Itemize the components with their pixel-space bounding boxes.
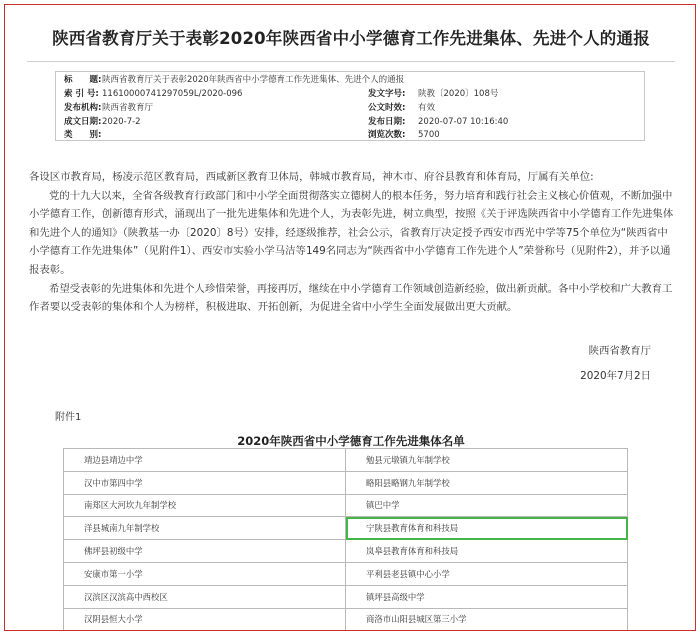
table-cell: 安康市第一小学 bbox=[64, 562, 346, 585]
meta-label: 发布机构: bbox=[64, 103, 102, 113]
table-row bbox=[64, 562, 628, 585]
table-cell: 靖边县靖边中学 bbox=[64, 449, 346, 472]
meta-label: 发文字号: bbox=[368, 89, 406, 99]
table-cell: 汉阴县恒大小学 bbox=[64, 608, 346, 631]
title-divider bbox=[27, 61, 675, 62]
table-cell: 南郑区大河坎九年制学校 bbox=[64, 494, 346, 517]
table-cell: 略阳县略钢九年制学校 bbox=[346, 471, 628, 494]
meta-value: 5700 bbox=[418, 130, 440, 140]
table-cell: 汉中市第四中学 bbox=[64, 471, 346, 494]
page-title: 陕西省教育厅关于表彰2020年陕西省中小学德育工作先进集体、先进个人的通报 bbox=[52, 29, 650, 48]
meta-row-title bbox=[56, 74, 644, 86]
notice-body bbox=[29, 168, 677, 317]
signature-org: 陕西省教育厅 bbox=[588, 345, 651, 357]
award-table bbox=[63, 448, 628, 631]
document-frame bbox=[4, 4, 696, 631]
table-row bbox=[64, 517, 628, 540]
meta-value: 陕西省教育厅 bbox=[102, 103, 154, 113]
meta-label: 发布日期: bbox=[368, 117, 406, 127]
table-cell: 岚皋县教育体育和科技局 bbox=[346, 540, 628, 563]
meta-row-index bbox=[56, 88, 644, 100]
meta-row-category bbox=[56, 129, 644, 141]
table-title: 2020年陕西省中小学德育工作先进集体名单 bbox=[237, 434, 465, 448]
table-row bbox=[64, 585, 628, 608]
metadata-box bbox=[55, 71, 645, 141]
table-row bbox=[64, 540, 628, 563]
meta-label: 索 引 号: bbox=[64, 89, 99, 99]
paragraph-main: 党的十九大以来，全省各级教育行政部门和中小学全面贯彻落实立德树人的根本任务，努力培育和践行社会主义核心价值观，不断加强中小学德育工作，创新德育形式，涌现出了一批先进集体和先进个人，为表彰先进，树立典型，按照《关于评选陕西省中小学德育工作先进集体和先进个人的通知》（陕教基一办〔2020〕8号）安排，经逐级推荐，社会公示，省教育厅决定授予西安市西光中学等75个单位为“陕西省中小学德育工作先进集体”（见附件1）、西安市实验小学马洁等149名同志为“陕西省中小学德育工作先进个人”荣誉称号（见附件2），并予以通报表彰。 bbox=[29, 189, 674, 276]
table-row bbox=[64, 494, 628, 517]
meta-label: 公文时效: bbox=[368, 103, 406, 113]
meta-value: 陕西省教育厅关于表彰2020年陕西省中小学德育工作先进集体、先进个人的通报 bbox=[102, 75, 405, 85]
table-cell: 镇巴中学 bbox=[346, 494, 628, 517]
table-cell: 商洛市山阳县城区第三小学 bbox=[346, 608, 628, 631]
meta-value: 有效 bbox=[418, 103, 436, 113]
table-row bbox=[64, 471, 628, 494]
table-cell: 勉县元墩镇九年制学校 bbox=[346, 449, 628, 472]
table-cell: 平利县老县镇中心小学 bbox=[346, 562, 628, 585]
meta-value: 2020-7-2 bbox=[102, 117, 141, 127]
table-cell-selected[interactable]: 宁陕县教育体育和科技局 bbox=[346, 517, 628, 540]
table-cell: 镇坪县高级中学 bbox=[346, 585, 628, 608]
meta-label: 标 题: bbox=[64, 75, 102, 85]
signature-date: 2020年7月2日 bbox=[580, 370, 651, 382]
meta-label: 成文日期: bbox=[64, 117, 102, 127]
table-cell: 汉滨区汉滨高中西校区 bbox=[64, 585, 346, 608]
table-row bbox=[64, 608, 628, 631]
meta-value: 陕教〔2020〕108号 bbox=[418, 89, 499, 99]
attachment-label: 附件1 bbox=[55, 412, 82, 423]
table-cell: 佛坪县初级中学 bbox=[64, 540, 346, 563]
addressee: 各设区市教育局，杨凌示范区教育局，西咸新区教育卫体局，韩城市教育局，神木市、府谷县教育和体育局，厅属有关单位: bbox=[29, 171, 594, 183]
table-cell: 洋县城南九年制学校 bbox=[64, 517, 346, 540]
meta-value: 11610000741297059L/2020-096 bbox=[102, 89, 243, 99]
meta-row-dates bbox=[56, 116, 644, 128]
meta-label: 浏览次数: bbox=[368, 130, 406, 140]
meta-row-publisher bbox=[56, 102, 644, 114]
paragraph-closing: 希望受表彰的先进集体和先进个人珍惜荣誉，再接再厉，继续在中小学德育工作领域创造新经验，做出新贡献。各中小学校和广大教育工作者要以受表彰的集体和个人为榜样，积极进取、开拓创新，为促进全省中小学生全面发展做出更大贡献。 bbox=[29, 282, 673, 314]
meta-label: 类 别: bbox=[64, 130, 102, 140]
meta-value: 2020-07-07 10:16:40 bbox=[418, 117, 509, 127]
table-row bbox=[64, 449, 628, 472]
